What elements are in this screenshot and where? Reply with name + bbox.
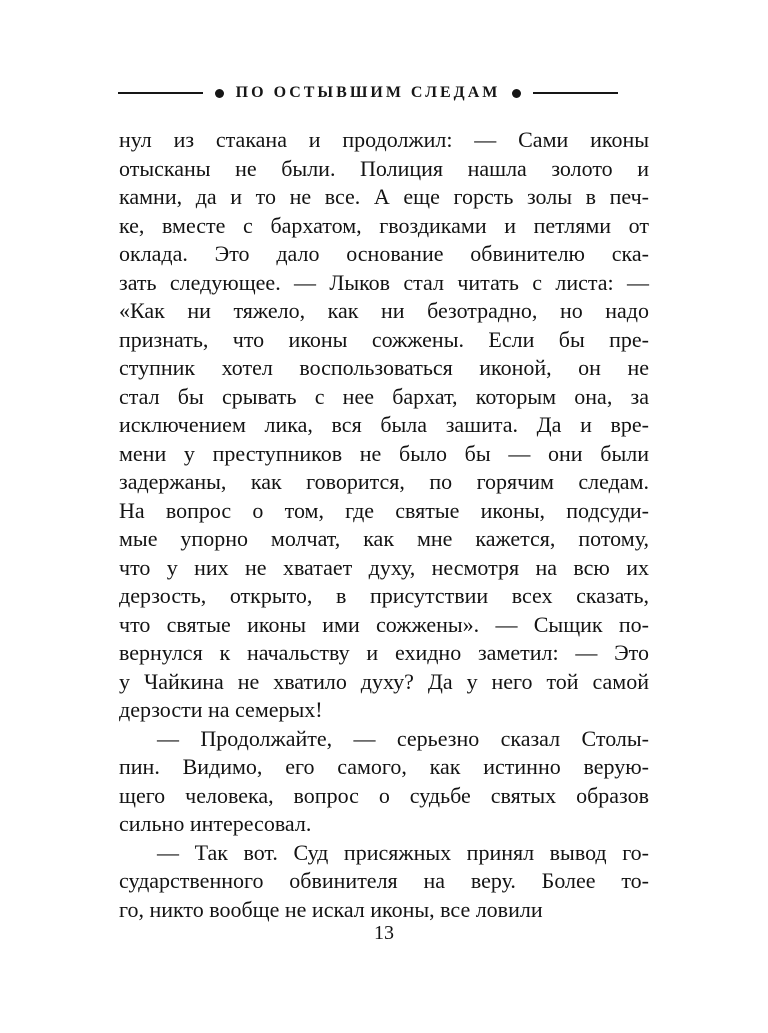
text-line: нул из стакана и продолжил: — Сами иконы (119, 127, 649, 152)
text-line: ке, вместе с бархатом, гвоздиками и петлями от (119, 212, 649, 238)
text-line: что святые иконы ими сожжены». — Сыщик по- (119, 611, 649, 637)
text-line: ступник хотел воспользоваться иконой, он не (119, 355, 649, 380)
text-line: щего человека, вопрос о судьбе святых образов (119, 782, 649, 808)
text-line: дерзости на семерых! (119, 697, 323, 722)
paragraph (119, 725, 649, 839)
text-line: мые упорно молчат, как мне кажется, потому, (119, 526, 649, 551)
text-line: признать, что иконы сожжены. Если бы пре- (119, 326, 649, 352)
text-line: стал бы срывать с нее бархат, которым она, за (119, 383, 649, 409)
header-rule-left (118, 92, 203, 94)
text-block (119, 126, 649, 924)
paragraph (119, 839, 649, 925)
paragraph (119, 126, 649, 725)
text-line: мени у преступников не было бы — они были (119, 440, 649, 466)
text-line: что у них не хватает духу, несмотря на всю их (119, 554, 649, 580)
text-line: камни, да и то не все. А еще горсть золы в печ- (119, 184, 649, 209)
page-number: 13 (374, 922, 394, 944)
book-title: ПО ОСТЫВШИМ СЛЕДАМ (235, 84, 501, 101)
text-line: сударственного обвинителя на веру. Более то- (119, 868, 649, 893)
text-line: задержаны, как говорится, по горячим следам. (119, 469, 649, 494)
text-line: «Как ни тяжело, как ни безотрадно, но надо (119, 298, 649, 323)
text-line: На вопрос о том, где святые иконы, подсуди- (119, 497, 649, 523)
text-line: у Чайкина не хватило духу? Да у него той самой (119, 668, 649, 694)
header-dot-right-icon (512, 89, 521, 98)
text-line: пин. Видимо, его самого, как истинно верую- (119, 754, 649, 779)
text-line: зать следующее. — Лыков стал читать с листа: — (119, 269, 649, 295)
text-line: оклада. Это дало основание обвинителю ска- (119, 241, 649, 266)
page-footer (0, 922, 768, 945)
text-line: сильно интересовал. (119, 811, 312, 836)
text-line: — Так вот. Суд присяжных принял вывод го- (157, 839, 649, 865)
text-line: дерзость, открыто, в присутствии всех сказать, (119, 583, 649, 608)
header-dot-left-icon (215, 89, 224, 98)
text-line: отысканы не были. Полиция нашла золото и (119, 155, 649, 181)
running-header (118, 84, 618, 102)
text-line: вернулся к начальству и ехидно заметил: — Это (119, 640, 649, 665)
header-rule-right (533, 92, 618, 94)
text-line: исключением лика, вся была зашита. Да и вре- (119, 412, 649, 437)
text-line: — Продолжайте, — серьезно сказал Столы- (157, 725, 649, 751)
text-line: го, никто вообще не искал иконы, все ловили (119, 896, 543, 922)
